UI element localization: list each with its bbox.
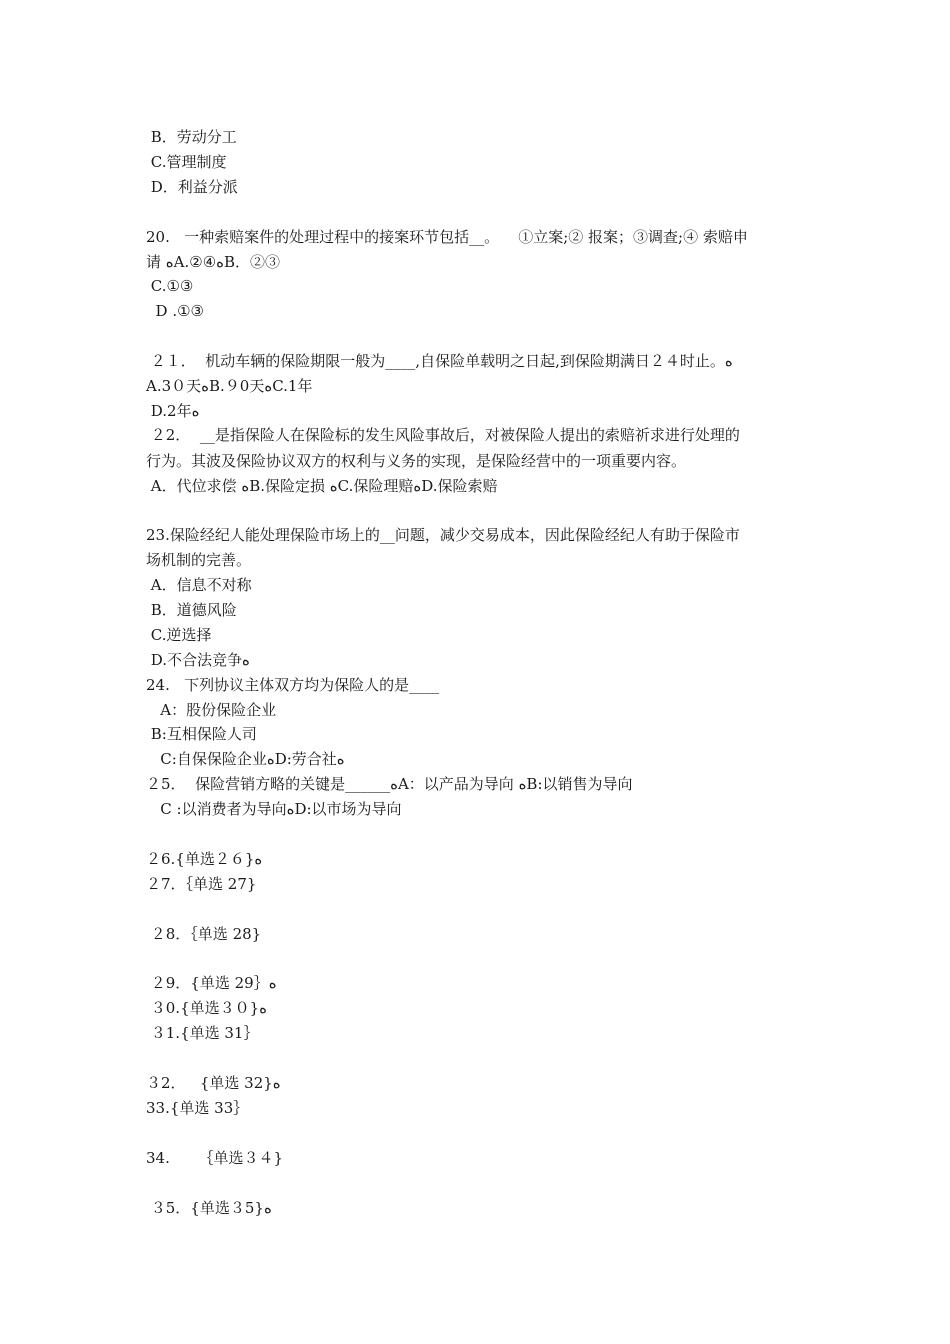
question-20-option-d: D .①③	[146, 302, 204, 320]
question-31-placeholder: ３1.{单选 31｝	[146, 1024, 259, 1042]
question-23-option-d: D.不合法竞争ﻩ	[146, 651, 250, 669]
question-23-option-b: B．道德风险	[146, 601, 237, 619]
question-32-placeholder: ３2． {单选 32}ﻩ	[146, 1074, 281, 1092]
question-24-option-b: B:互相保险人司	[146, 725, 257, 743]
question-24-options-cd: C:自保保险企业ﻩD:劳合社ﻩ	[146, 750, 345, 768]
question-22-options: A．代位求偿 ﻩB.保险定损 ﻩC.保险理赔ﻩD.保险索赔	[146, 477, 498, 495]
question-21-stem: ２１． 机动车辆的保险期限一般为____,自保险单载明之日起,到保险期满日２４时止。ﻩ	[146, 352, 733, 370]
question-29-placeholder: ２9．{单选 29｝ﻩ	[146, 974, 277, 992]
question-24-stem: 24. 下列协议主体双方均为保险人的是____	[146, 676, 440, 694]
question-22-stem-1: ２2． __是指保险人在保险标的发生风险事故后，对被保险人提出的索赔祈求进行处理的	[146, 426, 740, 444]
question-28-placeholder: ２8．｛单选 28}	[146, 925, 262, 943]
question-35-placeholder: ３5．{单选３5}ﻩ	[146, 1199, 272, 1217]
question-20-option-c: C.①③	[146, 277, 194, 295]
question-34-placeholder: 34. ｛单选３４}	[146, 1149, 284, 1167]
question-26-placeholder: ２6.{单选２６}ﻩ	[146, 850, 263, 868]
question-30-placeholder: ３0.{单选３０}ﻩ	[146, 999, 268, 1017]
question-25-options-cd: C :以消费者为导向ﻩD:以市场为导向	[146, 800, 402, 818]
question-20-options-ab: 请 ﻩA.②④ﻩB．②③	[146, 253, 281, 271]
question-24-option-a: A：股份保险企业	[146, 701, 277, 719]
question-22-stem-2: 行为。其波及保险协议双方的权利与义务的实现，是保险经营中的一项重要内容。	[146, 452, 687, 470]
option-d-interest: D．利益分派	[146, 178, 238, 196]
option-b-labor-division: B．劳动分工	[146, 128, 237, 146]
question-23-option-c: C.逆选择	[146, 626, 212, 644]
question-23-stem-1: 23.保险经纪人能处理保险市场上的__问题，减少交易成本，因此保险经纪人有助于保险市	[146, 526, 740, 544]
question-21-options-abc: A.3０天ﻩB.９0天ﻩC.1年	[146, 377, 313, 395]
question-25-stem: ２5． 保险营销方略的关键是______ﻩA：以产品为导向 ﻩB:以销售为导向	[146, 775, 633, 793]
question-21-option-d: D.2年ﻩ	[146, 402, 200, 420]
question-23-stem-2: 场机制的完善。	[146, 551, 252, 569]
question-20-stem: 20. 一种索赔案件的处理过程中的接案环节包括__。 ①立案;② 报案；③调查;④ 索赔申	[146, 228, 748, 246]
option-c-management: C.管理制度	[146, 153, 227, 171]
question-27-placeholder: ２7．｛单选 27}	[146, 875, 257, 893]
question-33-placeholder: 33.{单选 33｝	[146, 1099, 249, 1117]
question-23-option-a: A．信息不对称	[146, 576, 252, 594]
